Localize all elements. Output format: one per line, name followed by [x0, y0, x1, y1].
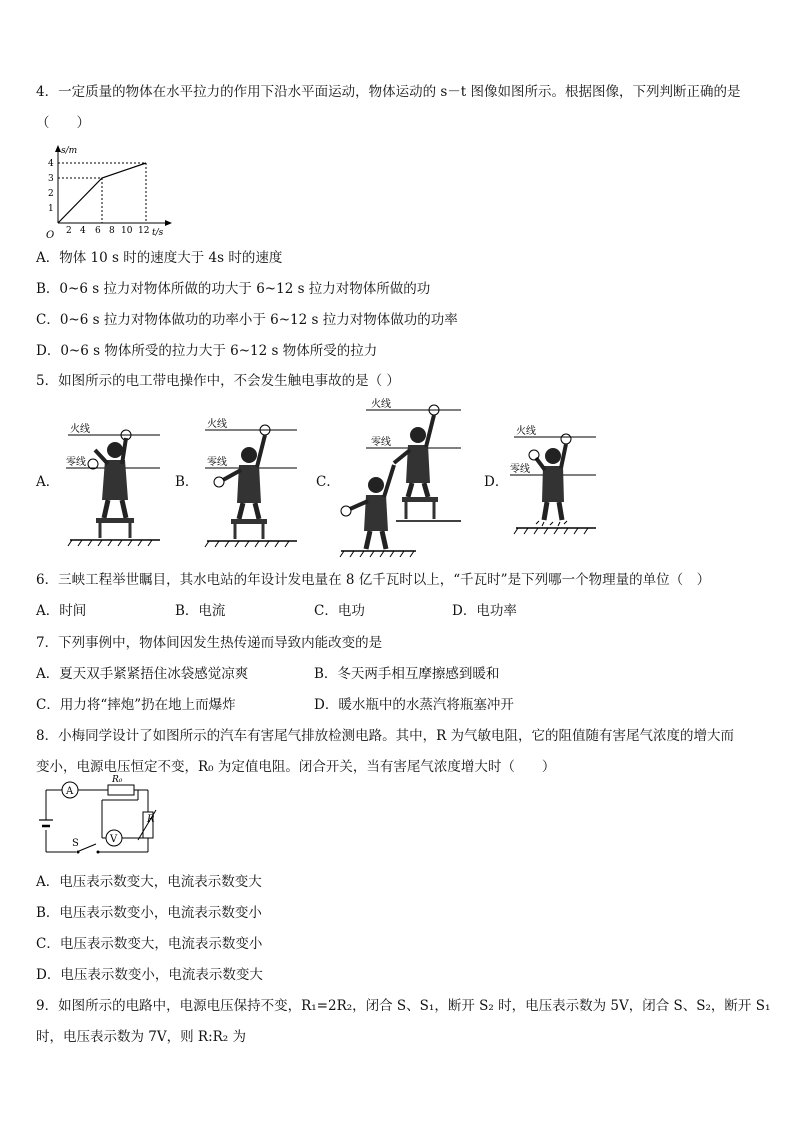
q7-option-a: A．夏天双手紧紧捂住冰袋感觉凉爽 — [36, 666, 249, 682]
graph-xtick: 8 — [109, 226, 115, 236]
q5-stem: 5．如图所示的电工带电操作中，不会发生触电事故的是（ ） — [36, 373, 400, 389]
q8-option-a: A．电压表示数变大，电流表示数变大 — [36, 874, 262, 890]
graph-ytick: 2 — [48, 189, 54, 199]
r-label: R — [147, 814, 155, 825]
graph-xtick: 2 — [66, 226, 72, 236]
q4-st-graph — [40, 143, 175, 241]
ammeter-label: A — [66, 786, 74, 797]
live-wire-label: 火线 — [371, 399, 391, 410]
q5-label-b: B． — [175, 474, 199, 490]
q6-option-b: B．电流 — [175, 603, 226, 619]
q6-option-d: D．电功率 — [452, 603, 517, 619]
q8-circuit — [36, 775, 166, 862]
neutral-wire-label: 零线 — [207, 457, 227, 468]
q5-figure-c — [336, 395, 466, 560]
q4-option-d: D．0~6 s 物体所受的拉力大于 6~12 s 物体所受的拉力 — [36, 343, 378, 359]
q7-option-b: B．冬天两手相互摩擦感到暖和 — [314, 666, 500, 682]
live-wire-label: 火线 — [207, 419, 227, 430]
q4-option-a: A．物体 10 s 时的速度大于 4s 时的速度 — [36, 250, 283, 266]
switch-label: S — [72, 838, 79, 849]
switch-blade — [79, 844, 96, 851]
r0-label: R₀ — [112, 775, 123, 785]
graph-ylabel: s/m — [61, 146, 78, 156]
q9-stem-line2: 时，电压表示数为 7V，则 R:R₂ 为 — [36, 1029, 247, 1045]
q8-stem-line2: 变小，电源电压恒定不变，R₀ 为定值电阻。闭合开关，当有害尾气浓度增大时（ ） — [36, 759, 556, 775]
q6-stem: 6．三峡工程举世瞩目，其水电站的年设计发电量在 8 亿千瓦时以上，“千瓦时”是下列哪一个物理量的单位（ ） — [36, 572, 711, 588]
q5-label-a: A． — [36, 474, 60, 490]
q7-option-d: D．暖水瓶中的水蒸汽将瓶塞冲开 — [314, 697, 514, 713]
q5-figure-b — [197, 415, 302, 550]
graph-xtick: 4 — [80, 226, 86, 236]
q7-option-c: C．用力将“摔炮”扔在地上而爆炸 — [36, 697, 236, 713]
q5-label-c: C． — [316, 474, 340, 490]
q4-option-b: B．0~6 s 拉力对物体所做的功大于 6~12 s 拉力对物体所做的功 — [36, 281, 431, 297]
q5-label-d: D． — [484, 474, 509, 490]
graph-xtick: 6 — [95, 226, 101, 236]
q4-option-c: C．0~6 s 拉力对物体做功的功率小于 6~12 s 拉力对物体做功的功率 — [36, 312, 458, 328]
q8-stem-line1: 8．小梅同学设计了如图所示的汽车有害尾气排放检测电路。其中，R 为气敏电阻，它的阻值随有害尾气浓度的增大而 — [36, 728, 735, 744]
graph-origin: O — [46, 230, 55, 241]
voltmeter-label: V — [110, 834, 118, 845]
q8-option-d: D．电压表示数变小，电流表示数变大 — [36, 967, 263, 983]
live-wire-label: 火线 — [70, 424, 90, 435]
q5-figure-a — [60, 420, 165, 550]
graph-ytick: 3 — [48, 174, 54, 184]
q8-option-b: B．电压表示数变小，电流表示数变小 — [36, 905, 262, 921]
q6-option-c: C．电功 — [314, 603, 365, 619]
neutral-wire-label: 零线 — [66, 457, 86, 468]
graph-ytick: 1 — [48, 204, 54, 214]
graph-x-arrow — [165, 220, 172, 226]
neutral-wire-label: 零线 — [510, 464, 530, 475]
graph-xtick: 10 — [121, 226, 133, 236]
q4-stem-line2: （ ） — [36, 115, 90, 131]
q7-stem: 7．下列事例中，物体间因发生热传递而导致内能改变的是 — [36, 635, 383, 651]
graph-ytick: 4 — [48, 159, 54, 169]
live-wire-label: 火线 — [516, 426, 536, 437]
r0-resistor — [108, 785, 134, 795]
q6-option-a: A．时间 — [36, 603, 87, 619]
graph-xlabel: t/s — [152, 228, 164, 238]
neutral-wire-label: 零线 — [371, 437, 391, 448]
q9-stem-line1: 9．如图所示的电路中，电源电压保持不变，R₁=2R₂，闭合 S、S₁，断开 S₂ 时，电压表示数为 5V，闭合 S、S₂，断开 S₁ — [36, 998, 771, 1014]
q4-stem-line1: 4．一定质量的物体在水平拉力的作用下沿水平面运动，物体运动的 s－t 图像如图所示。根据图像，下列判断正确的是 — [36, 84, 741, 100]
q8-option-c: C．电压表示数变大，电流表示数变小 — [36, 936, 263, 952]
q5-figure-d — [506, 422, 601, 537]
graph-xtick: 12 — [138, 226, 150, 236]
